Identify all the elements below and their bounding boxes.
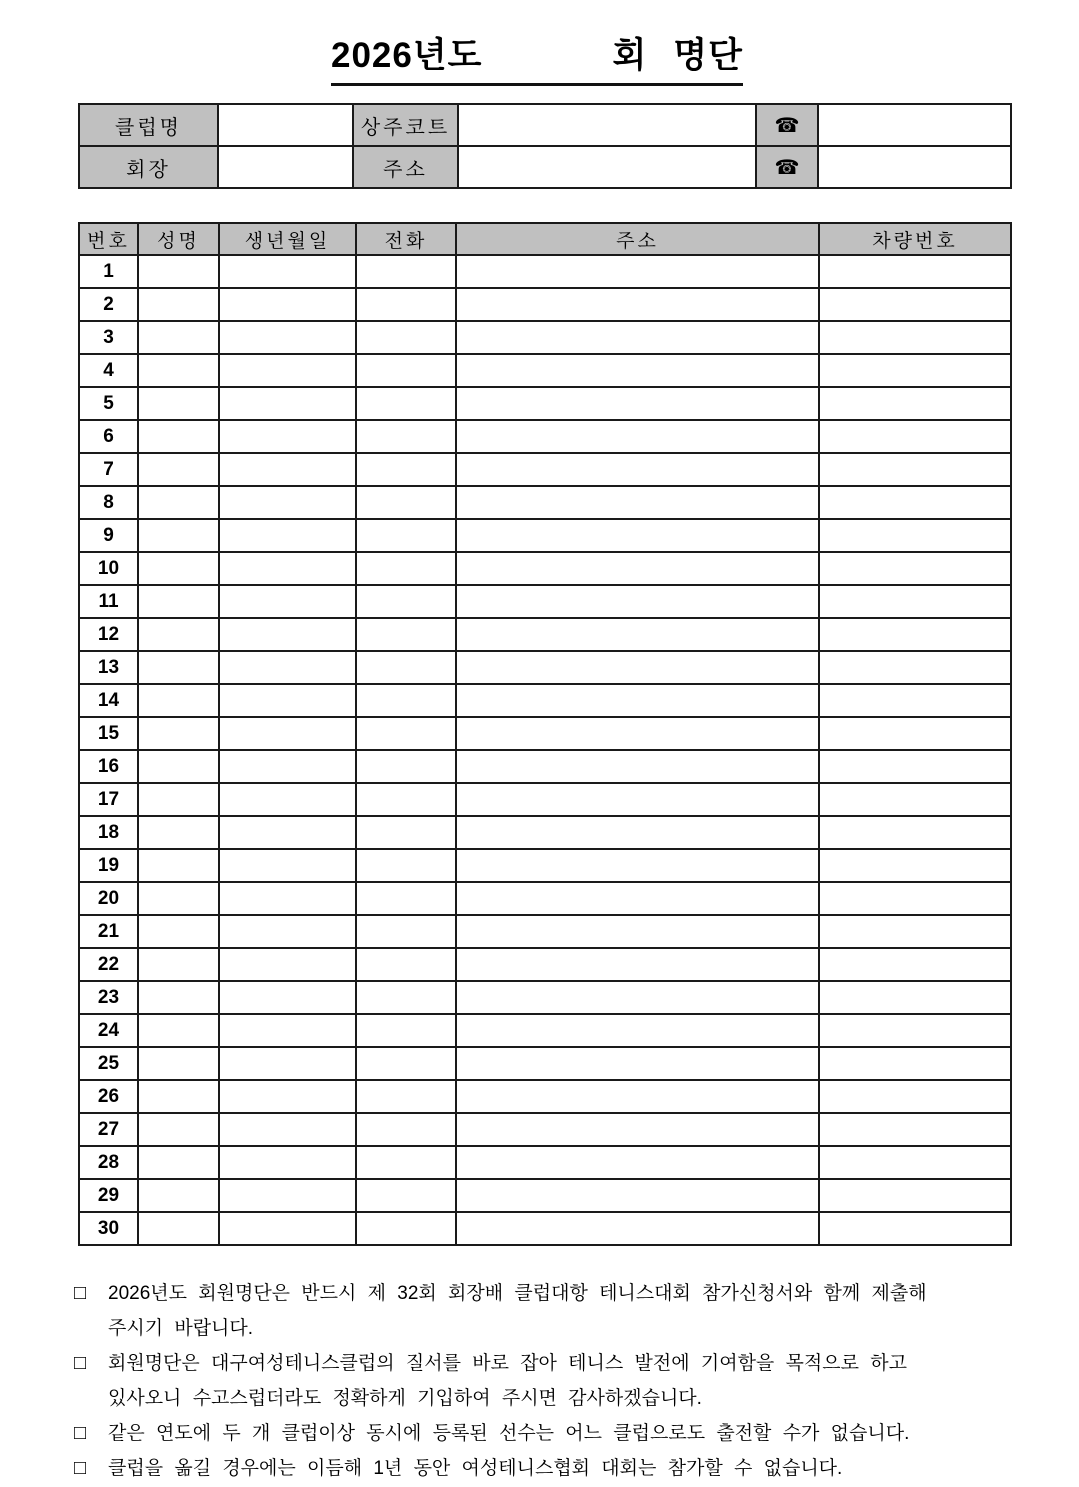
empty-cell <box>356 981 456 1014</box>
col-header-phone: 전화 <box>356 223 456 255</box>
phone-icon: ☎ <box>756 146 818 188</box>
empty-cell <box>456 651 819 684</box>
checkbox-icon: □ <box>74 1422 87 1444</box>
table-row <box>79 882 1011 915</box>
empty-cell <box>219 1212 356 1245</box>
empty-cell <box>456 882 819 915</box>
empty-cell <box>138 585 219 618</box>
empty-cell <box>819 519 1011 552</box>
empty-cell <box>356 1146 456 1179</box>
empty-cell <box>819 948 1011 981</box>
empty-cell <box>138 915 219 948</box>
table-row <box>79 420 1011 453</box>
empty-cell <box>819 651 1011 684</box>
empty-cell <box>219 684 356 717</box>
empty-cell <box>356 552 456 585</box>
club-info-table <box>78 103 1012 189</box>
empty-cell <box>219 750 356 783</box>
empty-cell <box>456 1113 819 1146</box>
note-text: 2026년도 회원명단은 반드시 제 32회 회장배 클럽대항 테니스대회 참가신청서와 함께 제출해 주시기 바랍니다. <box>108 1283 927 1339</box>
row-number: 3 <box>79 321 138 354</box>
empty-cell <box>456 354 819 387</box>
table-row <box>79 1113 1011 1146</box>
col-header-birthdate: 생년월일 <box>219 223 356 255</box>
empty-cell <box>356 519 456 552</box>
empty-cell <box>219 948 356 981</box>
col-header-vehicle: 차량번호 <box>819 223 1011 255</box>
empty-cell <box>138 651 219 684</box>
empty-cell <box>456 618 819 651</box>
empty-cell <box>219 816 356 849</box>
empty-cell <box>219 1179 356 1212</box>
empty-cell <box>456 453 819 486</box>
table-row <box>79 1047 1011 1080</box>
row-number: 27 <box>79 1113 138 1146</box>
row-number: 28 <box>79 1146 138 1179</box>
empty-cell <box>456 684 819 717</box>
empty-cell <box>138 354 219 387</box>
checkbox-icon: □ <box>74 1457 87 1479</box>
president-value-cell <box>218 146 353 188</box>
empty-cell <box>819 1179 1011 1212</box>
empty-cell <box>356 1212 456 1245</box>
empty-cell <box>819 618 1011 651</box>
empty-cell <box>219 1113 356 1146</box>
empty-cell <box>456 1080 819 1113</box>
empty-cell <box>219 288 356 321</box>
table-row <box>79 618 1011 651</box>
info-row-president <box>79 146 1011 188</box>
empty-cell <box>356 816 456 849</box>
empty-cell <box>456 255 819 288</box>
empty-cell <box>356 288 456 321</box>
table-row <box>79 1212 1011 1245</box>
empty-cell <box>456 1212 819 1245</box>
empty-cell <box>456 486 819 519</box>
table-row <box>79 354 1011 387</box>
empty-cell <box>219 981 356 1014</box>
table-row <box>79 453 1011 486</box>
table-row <box>79 387 1011 420</box>
empty-cell <box>356 849 456 882</box>
table-row <box>79 321 1011 354</box>
empty-cell <box>138 717 219 750</box>
empty-cell <box>138 387 219 420</box>
table-row <box>79 486 1011 519</box>
empty-cell <box>456 915 819 948</box>
footer-notes <box>74 1276 1016 1486</box>
empty-cell <box>138 750 219 783</box>
empty-cell <box>819 420 1011 453</box>
empty-cell <box>356 486 456 519</box>
table-row <box>79 915 1011 948</box>
table-row <box>79 1179 1011 1212</box>
empty-cell <box>819 816 1011 849</box>
row-number: 7 <box>79 453 138 486</box>
empty-cell <box>138 453 219 486</box>
empty-cell <box>356 783 456 816</box>
empty-cell <box>138 321 219 354</box>
row-number: 29 <box>79 1179 138 1212</box>
empty-cell <box>356 750 456 783</box>
empty-cell <box>219 420 356 453</box>
note-item <box>74 1451 1016 1486</box>
table-row <box>79 1080 1011 1113</box>
empty-cell <box>219 1080 356 1113</box>
empty-cell <box>456 585 819 618</box>
empty-cell <box>456 1014 819 1047</box>
resident-court-value-cell <box>458 104 756 146</box>
empty-cell <box>138 981 219 1014</box>
empty-cell <box>356 1047 456 1080</box>
empty-cell <box>219 519 356 552</box>
table-row <box>79 816 1011 849</box>
row-number: 26 <box>79 1080 138 1113</box>
table-row <box>79 849 1011 882</box>
row-number: 11 <box>79 585 138 618</box>
phone-value-cell <box>818 146 1011 188</box>
empty-cell <box>219 486 356 519</box>
president-label: 회장 <box>79 146 218 188</box>
table-row <box>79 717 1011 750</box>
empty-cell <box>219 915 356 948</box>
empty-cell <box>819 1080 1011 1113</box>
empty-cell <box>456 783 819 816</box>
empty-cell <box>219 453 356 486</box>
row-number: 21 <box>79 915 138 948</box>
row-number: 6 <box>79 420 138 453</box>
row-number: 19 <box>79 849 138 882</box>
empty-cell <box>456 1146 819 1179</box>
empty-cell <box>138 684 219 717</box>
empty-cell <box>356 1179 456 1212</box>
empty-cell <box>138 552 219 585</box>
empty-cell <box>138 1014 219 1047</box>
row-number: 25 <box>79 1047 138 1080</box>
empty-cell <box>819 552 1011 585</box>
phone-icon: ☎ <box>756 104 818 146</box>
row-number: 30 <box>79 1212 138 1245</box>
table-row <box>79 684 1011 717</box>
empty-cell <box>356 882 456 915</box>
address-value-cell <box>458 146 756 188</box>
table-row <box>79 552 1011 585</box>
empty-cell <box>219 717 356 750</box>
row-number: 14 <box>79 684 138 717</box>
member-roster-table <box>78 222 1012 1246</box>
title-club-suffix: 회 <box>612 36 648 75</box>
empty-cell <box>219 1014 356 1047</box>
empty-cell <box>456 816 819 849</box>
row-number: 1 <box>79 255 138 288</box>
empty-cell <box>819 387 1011 420</box>
empty-cell <box>819 1047 1011 1080</box>
empty-cell <box>138 882 219 915</box>
row-number: 22 <box>79 948 138 981</box>
empty-cell <box>138 948 219 981</box>
row-number: 18 <box>79 816 138 849</box>
empty-cell <box>456 717 819 750</box>
row-number: 10 <box>79 552 138 585</box>
table-row <box>79 783 1011 816</box>
empty-cell <box>356 321 456 354</box>
info-row-club <box>79 104 1011 146</box>
empty-cell <box>219 255 356 288</box>
table-row <box>79 981 1011 1014</box>
empty-cell <box>219 882 356 915</box>
row-number: 24 <box>79 1014 138 1047</box>
empty-cell <box>356 915 456 948</box>
empty-cell <box>456 948 819 981</box>
table-row <box>79 255 1011 288</box>
empty-cell <box>356 585 456 618</box>
empty-cell <box>138 816 219 849</box>
row-number: 4 <box>79 354 138 387</box>
empty-cell <box>356 1014 456 1047</box>
empty-cell <box>138 255 219 288</box>
empty-cell <box>356 717 456 750</box>
empty-cell <box>356 420 456 453</box>
empty-cell <box>819 1113 1011 1146</box>
table-row <box>79 948 1011 981</box>
empty-cell <box>356 684 456 717</box>
empty-cell <box>138 1047 219 1080</box>
empty-cell <box>819 354 1011 387</box>
empty-cell <box>819 585 1011 618</box>
empty-cell <box>456 387 819 420</box>
table-row <box>79 1014 1011 1047</box>
empty-cell <box>356 387 456 420</box>
table-row <box>79 1146 1011 1179</box>
table-row <box>79 750 1011 783</box>
row-number: 20 <box>79 882 138 915</box>
roster-header-row <box>79 223 1011 255</box>
empty-cell <box>456 519 819 552</box>
empty-cell <box>138 1212 219 1245</box>
note-text: 클럽을 옮길 경우에는 이듬해 1년 동안 여성테니스협회 대회는 참가할 수 없습니다. <box>108 1458 843 1479</box>
empty-cell <box>456 288 819 321</box>
row-number: 17 <box>79 783 138 816</box>
empty-cell <box>456 849 819 882</box>
empty-cell <box>819 849 1011 882</box>
club-name-label: 클럽명 <box>79 104 218 146</box>
empty-cell <box>456 1179 819 1212</box>
empty-cell <box>138 849 219 882</box>
club-name-value-cell <box>218 104 353 146</box>
row-number: 15 <box>79 717 138 750</box>
empty-cell <box>819 882 1011 915</box>
empty-cell <box>138 1179 219 1212</box>
empty-cell <box>819 453 1011 486</box>
checkbox-icon: □ <box>74 1352 87 1374</box>
empty-cell <box>456 1047 819 1080</box>
row-number: 9 <box>79 519 138 552</box>
empty-cell <box>138 519 219 552</box>
empty-cell <box>819 915 1011 948</box>
empty-cell <box>819 981 1011 1014</box>
empty-cell <box>456 750 819 783</box>
resident-court-label: 상주코트 <box>353 104 458 146</box>
empty-cell <box>219 321 356 354</box>
row-number: 16 <box>79 750 138 783</box>
empty-cell <box>356 1080 456 1113</box>
row-number: 2 <box>79 288 138 321</box>
empty-cell <box>138 618 219 651</box>
note-text: 회원명단은 대구여성테니스클럽의 질서를 바로 잡아 테니스 발전에 기여함을 목적으로 하고 있사오니 수고스럽더라도 정확하게 기입하여 주시면 감사하겠습니다. <box>108 1353 907 1409</box>
row-number: 5 <box>79 387 138 420</box>
address-label: 주소 <box>353 146 458 188</box>
empty-cell <box>456 552 819 585</box>
empty-cell <box>819 1146 1011 1179</box>
note-item <box>74 1416 1016 1451</box>
empty-cell <box>356 618 456 651</box>
empty-cell <box>219 783 356 816</box>
empty-cell <box>219 651 356 684</box>
empty-cell <box>819 783 1011 816</box>
empty-cell <box>819 1014 1011 1047</box>
empty-cell <box>356 651 456 684</box>
empty-cell <box>356 354 456 387</box>
empty-cell <box>219 1146 356 1179</box>
empty-cell <box>138 783 219 816</box>
empty-cell <box>819 1212 1011 1245</box>
note-text: 같은 연도에 두 개 클럽이상 동시에 등록된 선수는 어느 클럽으로도 출전할 수가 없습니다. <box>108 1423 910 1444</box>
empty-cell <box>456 321 819 354</box>
note-item <box>74 1276 1016 1346</box>
empty-cell <box>138 1146 219 1179</box>
empty-cell <box>138 1113 219 1146</box>
row-number: 8 <box>79 486 138 519</box>
empty-cell <box>819 717 1011 750</box>
col-header-number: 번호 <box>79 223 138 255</box>
empty-cell <box>456 981 819 1014</box>
empty-cell <box>219 618 356 651</box>
roster-table-body <box>79 255 1011 1245</box>
title-roster-label: 명단 <box>673 36 743 75</box>
checkbox-icon: □ <box>74 1282 87 1304</box>
empty-cell <box>138 420 219 453</box>
table-row <box>79 288 1011 321</box>
row-number: 12 <box>79 618 138 651</box>
empty-cell <box>819 255 1011 288</box>
empty-cell <box>356 1113 456 1146</box>
empty-cell <box>219 585 356 618</box>
table-row <box>79 585 1011 618</box>
empty-cell <box>356 255 456 288</box>
empty-cell <box>219 354 356 387</box>
empty-cell <box>819 288 1011 321</box>
note-item <box>74 1346 1016 1416</box>
empty-cell <box>219 1047 356 1080</box>
title-year: 2026년도 <box>331 36 483 75</box>
row-number: 23 <box>79 981 138 1014</box>
empty-cell <box>356 453 456 486</box>
empty-cell <box>138 288 219 321</box>
empty-cell <box>819 486 1011 519</box>
phone-value-cell <box>818 104 1011 146</box>
row-number: 13 <box>79 651 138 684</box>
empty-cell <box>219 552 356 585</box>
table-row <box>79 651 1011 684</box>
col-header-address: 주소 <box>456 223 819 255</box>
empty-cell <box>356 948 456 981</box>
page-title <box>331 28 743 86</box>
empty-cell <box>219 387 356 420</box>
empty-cell <box>138 1080 219 1113</box>
empty-cell <box>456 420 819 453</box>
empty-cell <box>138 486 219 519</box>
empty-cell <box>819 321 1011 354</box>
table-row <box>79 519 1011 552</box>
col-header-name: 성명 <box>138 223 219 255</box>
empty-cell <box>819 750 1011 783</box>
empty-cell <box>819 684 1011 717</box>
empty-cell <box>219 849 356 882</box>
